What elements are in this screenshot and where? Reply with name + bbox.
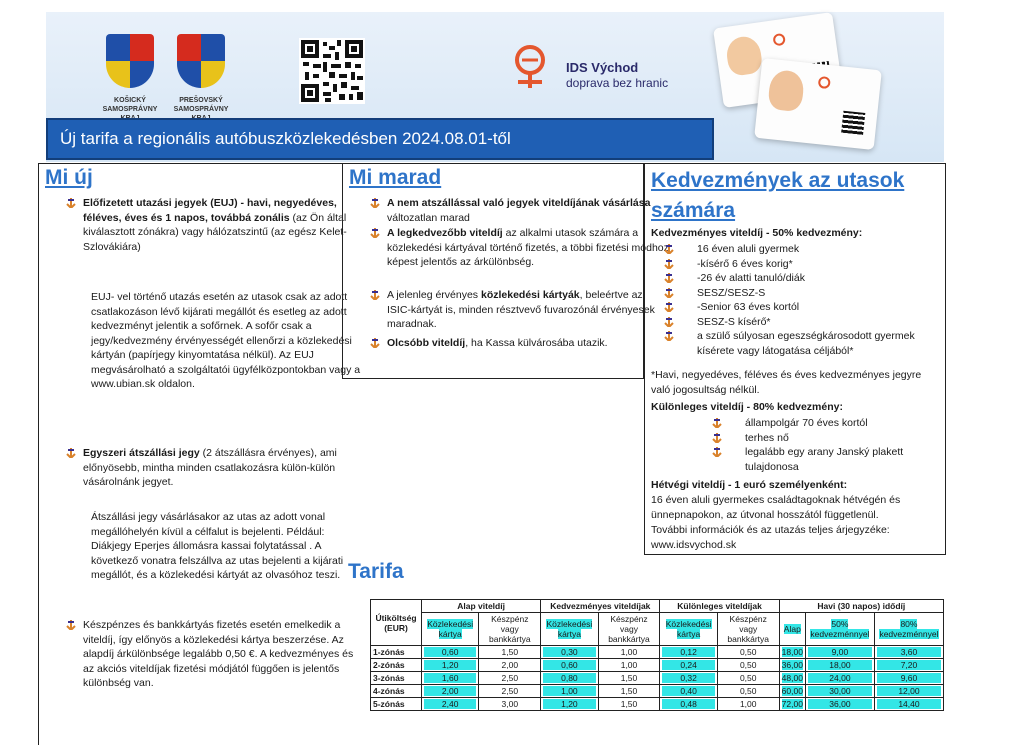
fare-value: 0,48 (662, 699, 714, 709)
bullet-arrow-icon (663, 288, 675, 298)
discount-50-item-label: -26 év alatti tanuló/diák (697, 272, 805, 284)
weekend-fare-text: 16 éven aluli gyermekes családtagoknak hétvégén és ünnepnapokon, az útvonal hosszától függetlenül. (651, 494, 901, 521)
discount-80-item-label: legalább egy arany Janský plakett tulajdonosa (745, 446, 904, 473)
discount-50-list (663, 242, 941, 358)
fare-cell: 1,00 (598, 659, 660, 672)
mi-marad-b4-bold: Olcsóbb viteldíj (387, 337, 466, 349)
bullet-arrow-icon (369, 290, 381, 300)
fare-value: 3,60 (877, 647, 941, 657)
fare-cell (660, 659, 717, 672)
fare-cell (874, 698, 943, 711)
fare-cell: 3,00 (479, 698, 541, 711)
sub-card-label: Közlekedési kártya (665, 619, 712, 639)
euj-desc: (az Ön által kiválasztott zónákra) vagy hálózatszintű (az egész Kelet-Szlovákiára) (83, 211, 347, 253)
sub-cash: Készpénz vagy bankkártya (598, 613, 660, 646)
fare-cell: 0,50 (717, 685, 779, 698)
discount-50-item-label: -kísérő 6 éves korig* (697, 257, 793, 270)
discount-50-item-label: SESZ/SESZ-S (697, 286, 766, 299)
fare-value: 1,00 (543, 686, 595, 696)
fare-cell (541, 685, 598, 698)
weekend-fare-title: Hétvégi viteldíj - 1 euró személyenként: (651, 479, 848, 491)
bullet-arrow-icon (65, 448, 77, 458)
fare-cell: 1,50 (598, 698, 660, 711)
fare-cell (541, 659, 598, 672)
sub-alap (779, 613, 805, 646)
bullet-arrow-icon (369, 338, 381, 348)
discount-50-item (663, 329, 941, 358)
fare-cell (805, 672, 874, 685)
fare-cell (874, 646, 943, 659)
fare-value: 1,20 (424, 660, 476, 670)
fare-value: 7,20 (877, 660, 941, 670)
mi-uj-paragraph-1: EUJ- vel történő utazás esetén az utasok csak az adott csatlakozáson lévő kijárati megállót és esetleg az adott kedvezményt jelentik a sofőrnek. A sofőr csak a jegy/kedvezmény érvényességét ellenőrzi a közlekedési kártyán (papírjegy kinyomtatása nélkül). Az EUJ megvásárolható a szolgáltatói ügyfélközpontokban vagy a www.ubian.sk oldalon. (91, 291, 361, 390)
kosice-region-label: KOŠICKÝ SAMOSPRÁVNY (102, 97, 158, 113)
discount-50-item-label: 16 éven aluli gyermek (697, 243, 800, 255)
bullet-arrow-icon (369, 198, 381, 208)
bullet-arrow-icon (663, 302, 675, 312)
ids-brand-name: IDS Východ (566, 60, 639, 75)
sub-80 (874, 613, 943, 646)
euj-title: Előfizetett utazási jegyek (EUJ) - havi, negyedéves, féléves, éves és 1 napos, továbbá zonális (83, 197, 337, 224)
fare-cell (874, 659, 943, 672)
discount-50-title: Kedvezményes viteldíj - 50% kedvezmény: (651, 227, 863, 239)
fare-value: 0,32 (662, 673, 714, 683)
fare-cell (422, 646, 479, 659)
fare-value: 48,00 (781, 673, 803, 683)
fare-cell (541, 698, 598, 711)
fare-value: 2,40 (424, 699, 476, 709)
presov-region-label: PREŠOVSKÝ SAMOSPRÁVNY (173, 97, 229, 113)
fare-value: 0,80 (543, 673, 595, 683)
discount-80-list (711, 416, 941, 474)
discount-50-item-label: -Senior 63 éves kortól (697, 301, 800, 313)
fare-cell: 0,50 (717, 659, 779, 672)
fare-cell (422, 698, 479, 711)
transfer-ticket-title: Egyszeri átszállási jegy (83, 447, 200, 459)
discount-50-item (663, 315, 941, 330)
fare-value: 24,00 (808, 673, 872, 683)
fare-cell (660, 672, 717, 685)
fare-value: 0,30 (543, 647, 595, 657)
fare-value: 72,00 (781, 699, 803, 709)
mi-marad-heading: Mi marad (349, 166, 442, 189)
more-info-text: További információk és az utazás teljes árjegyzéke: (651, 524, 890, 536)
fare-value: 36,00 (781, 660, 803, 670)
fare-cell (422, 659, 479, 672)
mi-marad-bullet-3 (355, 288, 669, 332)
kosice-region-crest-icon (106, 34, 154, 88)
fare-value: 9,60 (877, 673, 941, 683)
bullet-arrow-icon (663, 273, 675, 283)
bullet-arrow-icon (65, 620, 77, 630)
fare-cell (874, 685, 943, 698)
table-row (371, 698, 944, 711)
fare-value: 18,00 (808, 660, 872, 670)
mi-uj-bullet-2 (51, 446, 363, 490)
discount-50-item (663, 286, 941, 301)
zone-label: 2-zónás (371, 659, 422, 672)
payment-note: Készpénzes és bankkártyás fizetés esetén emelkedik a viteldíj, így előnyös a közlekedési kártya beszerzése. Az alapdíj árkülönbsége legalább 0,50 €. A kedvezményes és az akciós viteldíjak fizetési módjától függően is jelentős különbség van. (83, 619, 354, 689)
fare-cell (779, 659, 805, 672)
mi-marad-b3-bold: közlekedési kártyák (480, 289, 580, 301)
mi-marad-b1-bold: A nem atszállással való jegyek viteldíjának vásárlása (387, 197, 651, 209)
transport-card-image-2 (754, 58, 882, 150)
bullet-arrow-icon (663, 317, 675, 327)
table-row (371, 659, 944, 672)
discount-80-title: Különleges viteldíj - 80% kedvezmény: (651, 401, 843, 413)
transfer-ticket-desc: (2 átszállásra érvényes), ami előnyösebb, mintha minden csatlakozásra külön-külön vásárolnánk jegyet. (83, 447, 337, 488)
sub-80-label: 80% kedvezménnyel (879, 619, 939, 639)
fare-value: 0,60 (543, 660, 595, 670)
bullet-arrow-icon (65, 198, 77, 208)
zone-label: 5-zónás (371, 698, 422, 711)
discount-50-item-label: a szülő súlyosan egeszségkárosodott gyermek kísérete vagy látogatása céljából* (697, 330, 915, 357)
fare-cell: 2,50 (479, 672, 541, 685)
fare-cell (779, 672, 805, 685)
tarifa-heading: Tarifa (348, 560, 404, 583)
tariff-header-basic: Alap viteldíj (422, 600, 541, 613)
fare-cell (805, 698, 874, 711)
fare-cell (779, 685, 805, 698)
tariff-header-special: Különleges viteldíjak (660, 600, 779, 613)
kedvezmenyek-heading: Kedvezmények az utasok számára (651, 169, 905, 222)
page-title: Új tarifa a regionális autóbuszközlekedésben 2024.08.01-től (60, 129, 511, 148)
table-row (371, 672, 944, 685)
sub-alap-label: Alap (783, 624, 801, 634)
fare-cell (805, 685, 874, 698)
fare-value: 1,60 (424, 673, 476, 683)
fare-cell (422, 672, 479, 685)
sub-cash: Készpénz vagy bankkártya (717, 613, 779, 646)
mi-uj-bullet-3 (51, 618, 363, 691)
qr-code-icon[interactable] (299, 38, 365, 104)
fare-cell: 2,00 (479, 659, 541, 672)
mi-marad-b2-rest: az alkalmi utasok számára a közlekedési kártyával történő fizetés, a többi fizetési módhoz képest jelentős az árkülönbség. (387, 227, 669, 268)
zone-label: 4-zónás (371, 685, 422, 698)
fare-value: 14,40 (877, 699, 941, 709)
tariff-header-discount: Kedvezményes viteldíjak (541, 600, 660, 613)
ids-slogan: doprava bez hranic (566, 76, 669, 90)
discount-50-item (663, 257, 941, 272)
fare-cell (805, 659, 874, 672)
fare-cell: 1,50 (598, 672, 660, 685)
fare-value: 0,12 (662, 647, 714, 657)
sub-card (660, 613, 717, 646)
sub-card (541, 613, 598, 646)
fare-cell (660, 646, 717, 659)
mi-marad-b1-rest: változatlan marad (387, 211, 470, 224)
bullet-arrow-icon (711, 447, 723, 457)
mi-marad-b2-bold: A legkedvezőbb viteldíj (387, 227, 503, 239)
sub-50-label: 50% kedvezménnyel (810, 619, 870, 639)
mi-marad-b3-rest: , beleértve az ISIC-kártyát is, minden résztvevő fuvarozónál érvényesek maradnak. (387, 289, 655, 330)
bullet-arrow-icon (369, 228, 381, 238)
fare-value: 0,40 (662, 686, 714, 696)
fare-cell (660, 685, 717, 698)
discount-80-item (711, 431, 941, 446)
fare-cell: 1,50 (598, 685, 660, 698)
fare-value: 1,20 (543, 699, 595, 709)
sub-card-label: Közlekedési kártya (546, 619, 593, 639)
fare-cell: 1,50 (479, 646, 541, 659)
fare-value: 9,00 (808, 647, 872, 657)
mi-uj-section (38, 163, 361, 745)
table-row (371, 685, 944, 698)
fare-value: 2,00 (424, 686, 476, 696)
sub-cash: Készpénz vagy bankkártya (479, 613, 541, 646)
fare-cell: 1,00 (598, 646, 660, 659)
mi-marad-bullet-2 (355, 226, 669, 270)
fare-value: 12,00 (877, 686, 941, 696)
zone-label: 3-zónás (371, 672, 422, 685)
mi-uj-bullet-1 (51, 196, 363, 254)
title-bar (46, 118, 714, 160)
tariff-table (370, 599, 944, 711)
mi-marad-b3-pre: A jelenleg érvényes (387, 289, 481, 301)
discount-50-note: *Havi, negyedéves, féléves és éves kedvezményes jegyre való jogosultság nélkül. (651, 369, 922, 396)
ids-vychod-logo-icon (506, 42, 554, 90)
bullet-arrow-icon (711, 418, 723, 428)
fare-cell: 1,00 (717, 698, 779, 711)
discount-80-item (711, 416, 941, 431)
sub-card (422, 613, 479, 646)
discount-50-item (663, 300, 941, 315)
discount-50-item (663, 242, 941, 257)
mi-uj-paragraph-2: Átszállási jegy vásárlásakor az utas az adott vonal megállóhelyén kívül a célfalut is bejelenti. Például: Diákjegy Eperjes állomásra kassai folytatással . A következő vonatra felszállva az utas bejelenti a kijárati megállót, és a közlekedési kártyát az olvasóhoz teszi. (91, 511, 344, 581)
discount-80-item-label: terhes nő (745, 431, 789, 444)
fare-cell: 2,50 (479, 685, 541, 698)
discount-80-item (711, 445, 941, 474)
fare-cell (779, 646, 805, 659)
zone-label: 1-zónás (371, 646, 422, 659)
fare-cell (660, 698, 717, 711)
website-link[interactable]: www.idsvychod.sk (651, 539, 737, 551)
mi-uj-heading: Mi új (45, 166, 93, 189)
fare-value: 60,00 (781, 686, 803, 696)
mi-marad-b4-rest: , ha Kassa külvárosába utazik. (465, 337, 608, 349)
mi-marad-bullet-1 (355, 196, 669, 225)
bullet-arrow-icon (663, 244, 675, 254)
tariff-header-route: Útiköltség (EUR) (371, 600, 422, 646)
sub-card-label: Közlekedési kártya (427, 619, 474, 639)
discount-80-item-label: állampolgár 70 éves kortól (745, 417, 868, 429)
fare-cell (541, 646, 598, 659)
discount-50-item-label: SESZ-S kísérő* (697, 315, 771, 328)
fare-cell (779, 698, 805, 711)
table-row (371, 646, 944, 659)
fare-value: 0,60 (424, 647, 476, 657)
presov-region-crest-icon (177, 34, 225, 88)
sub-50 (805, 613, 874, 646)
fare-value: 0,24 (662, 660, 714, 670)
bullet-arrow-icon (663, 331, 675, 341)
bullet-arrow-icon (711, 433, 723, 443)
fare-cell: 0,50 (717, 672, 779, 685)
fare-value: 30,00 (808, 686, 872, 696)
bullet-arrow-icon (663, 259, 675, 269)
fare-value: 18,00 (781, 647, 803, 657)
fare-cell (422, 685, 479, 698)
fare-value: 36,00 (808, 699, 872, 709)
fare-cell (874, 672, 943, 685)
mi-marad-bullet-4 (355, 336, 669, 351)
fare-cell (805, 646, 874, 659)
kedvezmenyek-section (644, 163, 946, 555)
mi-marad-section (342, 163, 669, 379)
discount-50-item (663, 271, 941, 286)
tariff-header-monthly: Havi (30 napos) idődíj (779, 600, 943, 613)
fare-cell (541, 672, 598, 685)
fare-cell: 0,50 (717, 646, 779, 659)
